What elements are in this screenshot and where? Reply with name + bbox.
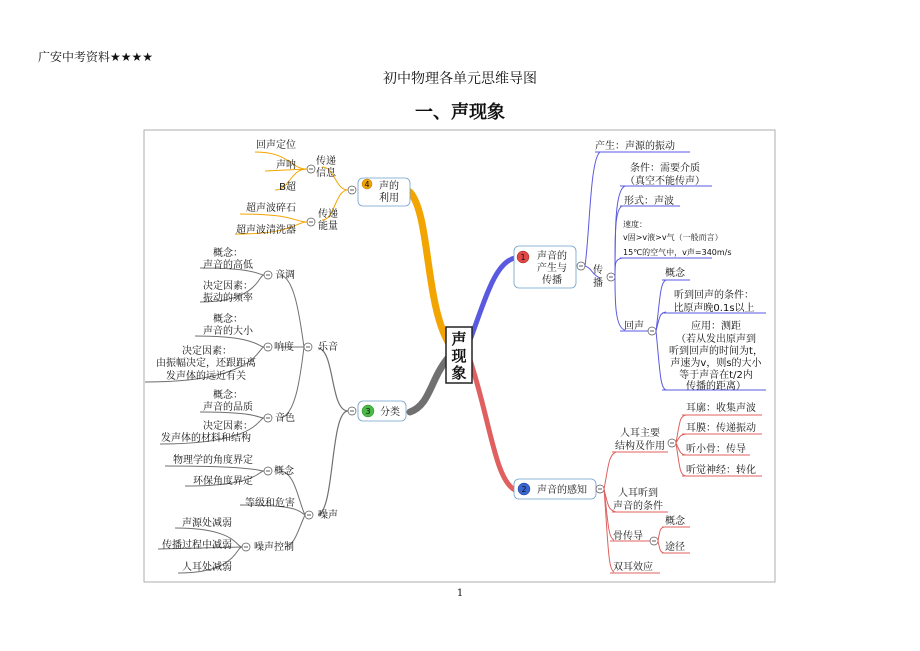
center-label-1: 声: [451, 330, 467, 348]
ear-part-nerve: 听觉神经：转化: [686, 465, 756, 476]
branch2-connector: [470, 360, 515, 490]
energy-label-line1: 传递: [318, 209, 338, 220]
propagation-label-line1: 传: [593, 265, 603, 276]
branch1-number: 1: [520, 253, 526, 262]
energy-item-cleaner: 超声波清洗器: [236, 225, 296, 236]
ear-part-eardrum: 耳膜：传递振动: [686, 423, 756, 434]
propagation-label-line2: 播: [593, 278, 603, 289]
echo-application-line3: 听到回声的时间为t，: [669, 346, 763, 357]
branch2: [514, 401, 762, 573]
branch4-number: 4: [364, 180, 370, 189]
loudness-factor-line1: 决定因素：: [182, 346, 232, 357]
energy-item-lithotripsy: 超声波碎石: [246, 203, 296, 214]
branch3-title: 分类: [380, 407, 400, 418]
form-text: 形式：声波: [624, 196, 674, 207]
ear-structure-line1: 人耳主要: [620, 428, 660, 439]
info-label-line2: 信息: [316, 168, 336, 179]
echo-condition-line1: 听到回声的条件：: [674, 290, 754, 301]
noise-control-label: 噪声控制: [254, 542, 294, 553]
echo-application-line6: 传播的距离）: [686, 381, 746, 392]
loudness-factor-line3: 发声体的远近有关: [166, 371, 246, 382]
bone-concept: 概念: [665, 516, 685, 527]
noise-concept-physics: 物理学的角度界定: [173, 455, 253, 466]
pitch-concept-line1: 概念：: [213, 248, 243, 259]
bone-conduction-label: 骨传导: [613, 531, 643, 542]
echo-application-line2: （若从发出原声到: [676, 334, 756, 345]
loudness-factor-line2: 由振幅决定，还跟距离: [156, 358, 256, 369]
pitch-factor-line2: 振动的频率: [203, 293, 253, 304]
timbre-factor-line1: 决定因素：: [203, 421, 253, 432]
pitch-label: 音调: [275, 270, 295, 281]
hearing-condition-line2: 声音的条件: [613, 501, 663, 512]
echo-application-line4: 声速为v，则s的大小: [670, 358, 762, 369]
info-item-b-ultrasound: B超: [279, 182, 296, 193]
pitch-concept-line2: 声音的高低: [203, 260, 253, 271]
header-note: 广安中考资料★★★★: [38, 50, 154, 64]
pitch-factor-line1: 决定因素：: [203, 281, 253, 292]
noise-concept-environment: 环保角度界定: [193, 476, 253, 487]
speed-line3: 15℃的空气中，v声=340m/s: [623, 248, 732, 257]
loudness-label: 响度: [274, 342, 294, 353]
info-item-sonar: 声呐: [276, 160, 296, 171]
chapter-title: 一、声现象: [415, 102, 505, 123]
ear-part-auricle: 耳廓：收集声波: [686, 403, 756, 414]
timbre-factor-line2: 发声体的材料和结构: [161, 433, 251, 444]
branch3-number: 3: [365, 407, 371, 416]
branch4-connector: [410, 192, 448, 342]
center-label-2: 现: [451, 347, 467, 365]
echo-application-line1: 应用：测距: [691, 321, 741, 332]
branch3: [145, 246, 406, 573]
music-label: 乐音: [318, 342, 338, 353]
control-in-transmission: 传播过程中减弱: [162, 540, 232, 551]
page-number: 1: [456, 588, 464, 599]
branch3-connector: [410, 358, 448, 412]
timbre-label: 音色: [275, 413, 295, 424]
condition-line1: 条件：需要介质: [630, 163, 700, 174]
branch1-connector: [470, 258, 515, 340]
timbre-concept-line1: 概念：: [213, 390, 243, 401]
branch2-number: 2: [521, 485, 527, 494]
condition-line2: （真空不能传声）: [625, 176, 705, 187]
branch1: [514, 139, 766, 392]
energy-label-line2: 能量: [318, 221, 338, 232]
echo-application-line5: 等于声音在t/2内: [679, 370, 753, 381]
timbre-concept-line2: 声音的品质: [203, 402, 253, 413]
center-label-3: 象: [451, 364, 467, 382]
echo-concept: 概念: [665, 268, 685, 279]
document-title: 初中物理各单元思维导图: [383, 71, 537, 87]
info-item-echolocation: 回声定位: [256, 140, 296, 151]
branch1-title-line2: 产生与: [537, 263, 567, 274]
branch1-title-line3: 传播: [542, 275, 562, 286]
hearing-condition-line1: 人耳听到: [618, 488, 658, 499]
speed-line2: v固>v液>v气（一般而言）: [623, 233, 723, 242]
control-at-ear: 人耳处减弱: [182, 562, 232, 573]
noise-label: 噪声: [318, 510, 338, 521]
echo-condition-line2: 比原声晚0.1s以上: [673, 303, 755, 314]
branch2-title: 声音的感知: [537, 485, 587, 496]
branch1-title-line1: 声音的: [537, 251, 567, 262]
ear-part-ossicles: 听小骨：传导: [686, 444, 746, 455]
branch4-title-line2: 利用: [379, 193, 399, 204]
branch4-title-line1: 声的: [379, 181, 399, 192]
control-at-source: 声源处减弱: [182, 518, 232, 529]
produce-text: 产生：声源的振动: [595, 141, 675, 152]
ear-structure-line2: 结构及作用: [615, 441, 665, 452]
info-label-line1: 传递: [316, 156, 336, 167]
bone-path: 途径: [665, 542, 685, 553]
loudness-concept-line1: 概念：: [213, 314, 243, 325]
loudness-concept-line2: 声音的大小: [203, 326, 253, 337]
echo-label: 回声: [624, 321, 644, 332]
binaural-effect: 双耳效应: [613, 562, 653, 573]
noise-concept-label: 概念: [274, 466, 294, 477]
branch4: [235, 138, 410, 236]
speed-line1: 速度：: [623, 220, 647, 229]
noise-levels: 等级和危害: [245, 498, 295, 509]
